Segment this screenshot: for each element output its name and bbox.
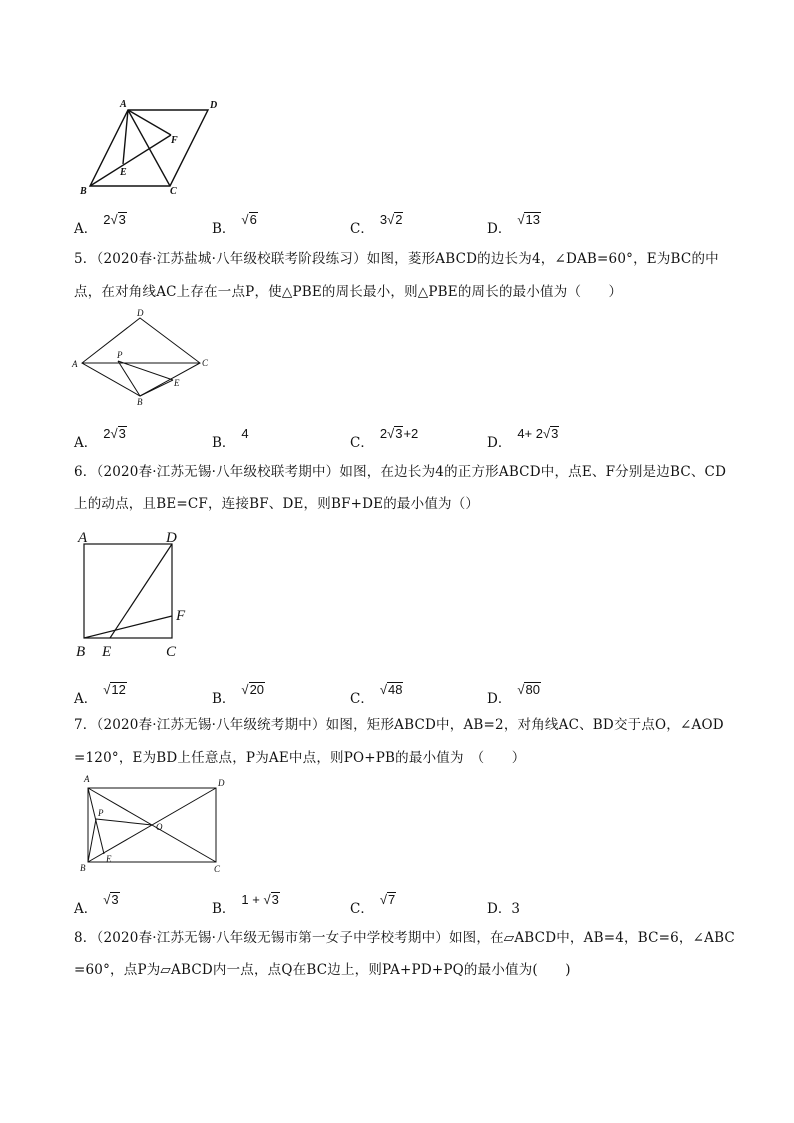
label-f: F (176, 608, 186, 624)
label-d: D (218, 778, 225, 788)
label-c: C (214, 864, 221, 874)
label-b: B (137, 397, 143, 407)
label-p: P (117, 350, 123, 360)
label-p: P (98, 808, 104, 818)
label-d: D (210, 100, 218, 111)
figure-rectangle (74, 772, 234, 882)
label-e: E (174, 378, 180, 388)
q6-options: A．√12 B．√20 C．√48 D．√80 (74, 682, 540, 707)
label-a: A (120, 99, 127, 110)
label-c: C (166, 644, 177, 660)
q8-line2: =60°，点P为▱ABCD内一点，点Q在BC边上，则PA+PD+PQ的最小值为( ) (74, 962, 571, 978)
q6-line1: 6．（2020春·江苏无锡·八年级校联考期中）如图，在边长为4的正方形ABCD中，点E、F分别是边BC、CD (74, 464, 727, 480)
label-o: O (156, 822, 163, 832)
q5-options: A．2√3 B．4 C．2√3+2 D．4+ 2√3 (74, 426, 559, 451)
label-f: F (171, 135, 178, 146)
options-row-top: A．2√3 B．√6 C．3√2 D．√13 (74, 212, 540, 237)
label-c: C (170, 186, 177, 197)
label-b: B (76, 644, 86, 660)
q8-line1: 8．（2020春·江苏无锡·八年级无锡市第一女子中学校考期中）如图，在▱ABCD中，AB=4，BC=6，∠ABC (74, 930, 735, 946)
label-c: C (202, 358, 209, 368)
figure-parallelogram (74, 95, 234, 205)
label-e: E (106, 854, 112, 864)
label-a: A (78, 530, 88, 546)
q7-options: A．√3 B．1 + √3 C．√7 D．3 (74, 892, 520, 917)
label-b: B (80, 863, 86, 873)
label-e: E (120, 167, 127, 178)
q5-line1: 5．（2020春·江苏盐城·八年级校联考阶段练习）如图，菱形ABCD的边长为4，∠DAB=60°，E为BC的中 (74, 251, 719, 267)
label-a: A (84, 774, 90, 784)
label-d: D (137, 308, 144, 318)
q7-line2: =120°，E为BD上任意点，P为AE中点，则PO+PB的最小值为 （ ） (74, 750, 526, 766)
label-b: B (80, 186, 87, 197)
figure-square (74, 528, 204, 663)
label-a: A (72, 359, 78, 369)
label-d: D (166, 530, 177, 546)
figure-rhombus (70, 308, 220, 408)
q5-line2: 点，在对角线AC上存在一点P，使△PBE的周长最小，则△PBE的周长的最小值为（ ） (74, 284, 623, 300)
q7-line1: 7．（2020春·江苏无锡·八年级统考期中）如图，矩形ABCD中，AB=2，对角线AC、BD交于点O，∠AOD (74, 717, 724, 733)
q6-line2: 上的动点，且BE=CF，连接BF、DE，则BF+DE的最小值为（） (74, 496, 480, 512)
label-e: E (102, 644, 112, 660)
